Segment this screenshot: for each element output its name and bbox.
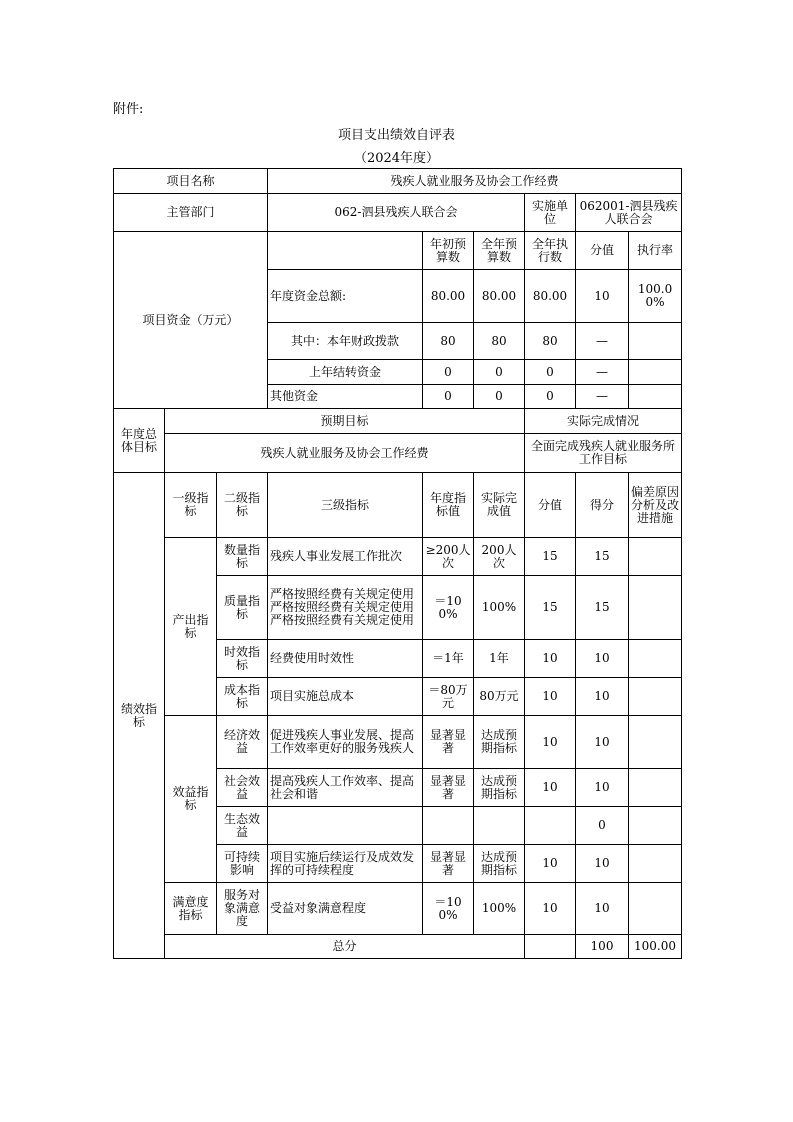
indicator-row <box>114 883 682 935</box>
indicator-actual: 200人次 <box>474 538 525 576</box>
total-row <box>114 935 682 959</box>
header-score-value: 分值 <box>525 473 576 538</box>
funds-row-score-value: — <box>576 323 629 360</box>
indicator-score: 10 <box>576 640 629 678</box>
goals-row <box>114 434 682 473</box>
indicator-l2: 生态效益 <box>217 807 268 845</box>
indicator-row <box>114 716 682 769</box>
header-actual: 实际完成值 <box>474 473 525 538</box>
funds-header-annual: 全年预算数 <box>474 232 525 270</box>
funds-row-rate <box>629 385 682 409</box>
indicator-l3: 项目实施后续运行及成效发挥的可持续程度 <box>268 845 423 883</box>
indicator-score: 10 <box>576 845 629 883</box>
goals-actual-header: 实际完成情况 <box>525 409 682 434</box>
satisfaction-label: 满意度指标 <box>165 883 217 935</box>
funds-row-annual: 0 <box>474 385 525 409</box>
header-l1: 一级指标 <box>165 473 217 538</box>
total-label: 总分 <box>165 935 525 959</box>
indicator-actual: 100% <box>474 576 525 640</box>
funds-header-score-value: 分值 <box>576 232 629 270</box>
indicator-l3: 经费使用时效性 <box>268 640 423 678</box>
funds-row-score-value: — <box>576 360 629 385</box>
header-score: 得分 <box>576 473 629 538</box>
indicator-target <box>423 807 474 845</box>
indicator-score: 10 <box>576 678 629 716</box>
dept-row <box>114 194 682 232</box>
indicator-l3: 严格按照经费有关规定使用严格按照经费有关规定使用严格按照经费有关规定使用 <box>268 576 423 640</box>
header-l2: 二级指标 <box>217 473 268 538</box>
funds-row-annual: 80.00 <box>474 270 525 323</box>
indicator-l2: 数量指标 <box>217 538 268 576</box>
indicators-header-row <box>114 473 682 538</box>
funds-row-score-value: 10 <box>576 270 629 323</box>
funds-row-executed: 0 <box>525 360 576 385</box>
indicator-score-value: 10 <box>525 678 576 716</box>
indicator-actual <box>474 807 525 845</box>
indicator-actual: 80万元 <box>474 678 525 716</box>
indicator-score: 10 <box>576 769 629 807</box>
indicator-score-value: 10 <box>525 716 576 769</box>
goals-header-row <box>114 409 682 434</box>
indicator-l2: 经济效益 <box>217 716 268 769</box>
indicator-l3 <box>268 807 423 845</box>
indicator-actual: 达成预期指标 <box>474 845 525 883</box>
indicator-target: ≥200人次 <box>423 538 474 576</box>
funds-row-score-value: — <box>576 385 629 409</box>
indicator-l3: 受益对象满意程度 <box>268 883 423 935</box>
funds-row-initial: 0 <box>423 385 474 409</box>
form-title: 项目支出绩效自评表 <box>337 128 455 143</box>
indicator-l3: 提高残疾人工作效率、提高社会和谐 <box>268 769 423 807</box>
indicator-l2: 可持续影响 <box>217 845 268 883</box>
indicator-score-value: 15 <box>525 538 576 576</box>
form-year: （2024年度） <box>353 151 440 166</box>
indicator-score: 10 <box>576 883 629 935</box>
funds-row-annual: 80 <box>474 323 525 360</box>
indicator-actual: 达成预期指标 <box>474 769 525 807</box>
goals-actual: 全面完成残疾人就业服务所工作目标 <box>525 434 682 473</box>
header-l3: 三级指标 <box>268 473 423 538</box>
indicator-reason <box>629 807 682 845</box>
indicator-target: ＝100% <box>423 883 474 935</box>
project-name-value: 残疾人就业服务及协会工作经费 <box>268 169 682 194</box>
funds-row-label: 其他资金 <box>268 385 423 409</box>
indicator-reason <box>629 678 682 716</box>
indicator-score: 10 <box>576 716 629 769</box>
funds-row-executed: 0 <box>525 385 576 409</box>
funds-label: 项目资金（万元） <box>114 232 268 409</box>
funds-header-executed: 全年执行数 <box>525 232 576 270</box>
funds-row-initial: 0 <box>423 360 474 385</box>
indicator-row <box>114 538 682 576</box>
funds-header-initial: 年初预算数 <box>423 232 474 270</box>
funds-row-rate <box>629 360 682 385</box>
indicator-l2: 时效指标 <box>217 640 268 678</box>
dept-value: 062-泗县残疾人联合会 <box>268 194 525 232</box>
indicator-score-value: 10 <box>525 640 576 678</box>
indicator-reason <box>629 538 682 576</box>
total-blank <box>525 935 576 959</box>
funds-row-rate: 100.00% <box>629 270 682 323</box>
total-score: 100.00 <box>629 935 682 959</box>
indicator-l2: 成本指标 <box>217 678 268 716</box>
indicator-target: ＝100% <box>423 576 474 640</box>
indicator-score-value: 10 <box>525 845 576 883</box>
indicator-score-value: 15 <box>525 576 576 640</box>
indicator-score-value: 10 <box>525 769 576 807</box>
indicator-reason <box>629 640 682 678</box>
goals-expected-header: 预期目标 <box>165 409 525 434</box>
performance-table <box>113 168 682 959</box>
funds-row-label: 上年结转资金 <box>268 360 423 385</box>
funds-row-executed: 80.00 <box>525 270 576 323</box>
indicator-score-value <box>525 807 576 845</box>
indicator-actual: 100% <box>474 883 525 935</box>
indicator-actual: 1年 <box>474 640 525 678</box>
indicator-target: 显著显著 <box>423 716 474 769</box>
indicator-reason <box>629 769 682 807</box>
indicator-reason <box>629 883 682 935</box>
dept-label: 主管部门 <box>114 194 268 232</box>
impl-label: 实施单位 <box>525 194 576 232</box>
indicator-score-value: 10 <box>525 883 576 935</box>
indicator-l3: 残疾人事业发展工作批次 <box>268 538 423 576</box>
header-target: 年度指标值 <box>423 473 474 538</box>
indicator-l2: 社会效益 <box>217 769 268 807</box>
indicator-actual: 达成预期指标 <box>474 716 525 769</box>
funds-header-rate: 执行率 <box>629 232 682 270</box>
indicator-target: 显著显著 <box>423 769 474 807</box>
indicator-reason <box>629 576 682 640</box>
goals-expected: 残疾人就业服务及协会工作经费 <box>165 434 525 473</box>
funds-header-blank <box>268 232 423 270</box>
funds-header-row <box>114 232 682 270</box>
indicator-l3: 项目实施总成本 <box>268 678 423 716</box>
indicator-score: 15 <box>576 538 629 576</box>
indicator-target: ＝80万元 <box>423 678 474 716</box>
indicator-reason <box>629 845 682 883</box>
funds-row-initial: 80.00 <box>423 270 474 323</box>
indicator-target: ＝1年 <box>423 640 474 678</box>
attachment-label: 附件: <box>113 102 144 117</box>
indicator-target: 显著显著 <box>423 845 474 883</box>
total-score-value: 100 <box>576 935 629 959</box>
funds-row-executed: 80 <box>525 323 576 360</box>
indicator-reason <box>629 716 682 769</box>
benefit-label: 效益指标 <box>165 716 217 883</box>
header-reason: 偏差原因分析及改进措施 <box>629 473 682 538</box>
project-name-label: 项目名称 <box>114 169 268 194</box>
output-label: 产出指标 <box>165 538 217 716</box>
indicator-score: 15 <box>576 576 629 640</box>
funds-row-annual: 0 <box>474 360 525 385</box>
indicators-label: 绩效指标 <box>114 473 165 959</box>
funds-row-rate <box>629 323 682 360</box>
indicator-score: 0 <box>576 807 629 845</box>
indicator-l2: 质量指标 <box>217 576 268 640</box>
indicator-l3: 促进残疾人事业发展、提高工作效率更好的服务残疾人 <box>268 716 423 769</box>
goals-label: 年度总体目标 <box>114 409 165 473</box>
project-name-row <box>114 169 682 194</box>
impl-value: 062001-泗县残疾人联合会 <box>576 194 682 232</box>
funds-row-label: 其中：本年财政拨款 <box>268 323 423 360</box>
indicator-l2: 服务对象满意度 <box>217 883 268 935</box>
funds-row-initial: 80 <box>423 323 474 360</box>
funds-row-label: 年度资金总额: <box>268 270 423 323</box>
